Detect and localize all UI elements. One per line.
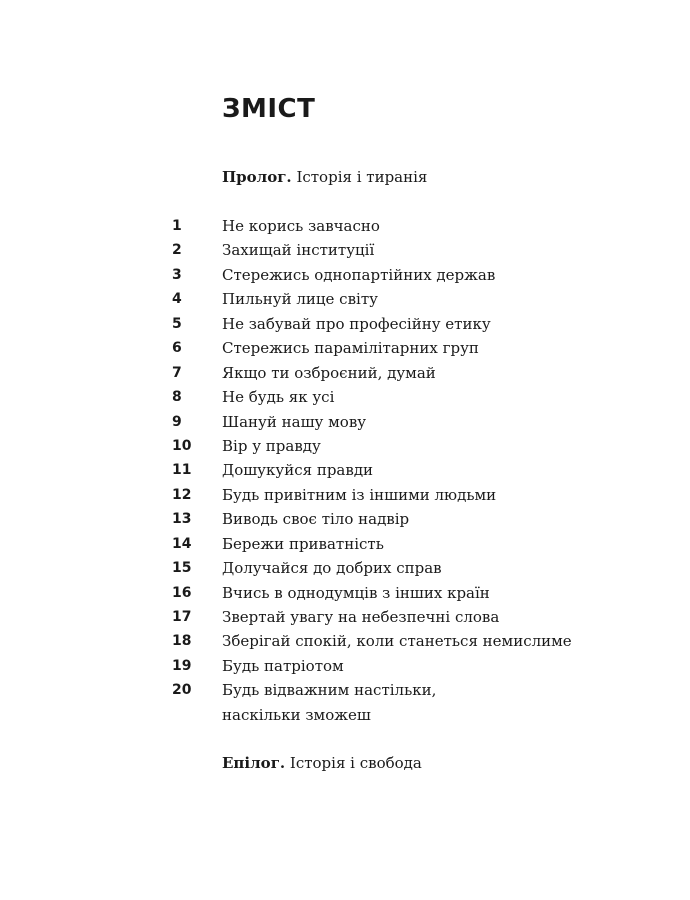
chapter-number: 5 [172,315,182,332]
chapter-title-text: Долучайся до добрих справ [222,559,442,578]
chapter-item [0,509,690,533]
chapter-title-text: Пильнуй лице світу [222,290,378,309]
chapter-number: 15 [172,560,192,577]
chapter-item [0,265,690,289]
chapter-number: 8 [172,389,182,406]
chapter-number: 2 [172,242,182,259]
chapter-number: 19 [172,657,192,674]
chapter-item [0,534,690,558]
chapter-title-text: Будь відважним настільки, [222,681,437,700]
chapter-number: 16 [172,584,192,601]
chapter-title [222,436,321,456]
chapter-item [0,338,690,362]
prologue-title: Історія і тиранія [296,168,428,186]
chapter-title-text: Вчись в однодумців з інших країн [222,583,490,602]
chapter-title [222,338,479,358]
chapter-number: 12 [172,486,192,503]
chapter-title-text: Будь патріотом [222,656,344,675]
chapter-item [0,607,690,631]
chapter-number: 14 [172,535,192,552]
chapter-title-text: Вір у правду [222,436,321,455]
epilogue-entry [222,753,422,773]
chapter-title-text: Не корись завчасно [222,217,380,235]
prologue-entry [222,167,427,187]
chapter-title-text: Зберігай спокій, коли станеться немислиме [222,632,572,651]
chapter-title-text: Виводь своє тіло надвір [222,510,410,529]
chapter-item [0,680,690,724]
chapter-title [222,289,378,309]
chapter-item [0,314,690,338]
chapter-title [222,363,436,383]
chapter-title [222,265,495,285]
chapter-number: 1 [172,218,182,234]
chapter-title [222,240,374,260]
chapter-title-text: Шануй нашу мову [222,412,367,431]
chapter-title [222,680,436,724]
chapter-title-text: Стережись парамілітарних груп [222,339,479,358]
chapter-number: 4 [172,291,182,308]
chapter-item [0,216,690,240]
chapter-title [222,460,373,480]
chapter-item [0,485,690,509]
chapter-item [0,387,690,411]
chapter-number: 6 [172,340,182,357]
chapter-list [0,216,690,724]
chapter-title [222,534,384,554]
chapter-title-text-line2: наскільки зможеш [222,705,371,724]
chapter-number: 7 [172,364,182,381]
chapter-title [222,412,366,432]
chapter-title-text: Бережи приватність [222,534,384,553]
chapter-title [222,656,344,676]
chapter-title-text: Звертай увагу на небезпечні слова [222,608,500,626]
chapter-title-text: Дошукуйся правди [222,461,374,480]
chapter-title [222,485,496,505]
chapter-title-text: Захищай інституції [222,241,375,260]
chapter-number: 10 [172,437,192,454]
chapter-title [222,558,442,578]
chapter-number: 13 [172,511,192,528]
chapter-number: 11 [172,462,192,479]
chapter-number: 17 [172,609,192,625]
chapter-number: 20 [172,682,192,699]
chapter-number: 18 [172,633,192,650]
prologue-lead: Пролог. [222,168,292,186]
chapter-title-text: Будь привітним із іншими людьми [222,485,497,504]
chapter-item [0,631,690,655]
chapter-item [0,436,690,460]
chapter-title [222,631,572,651]
chapter-item [0,240,690,264]
chapter-title [222,314,491,334]
chapter-title [222,387,334,407]
epilogue-lead: Епілог. [222,754,286,772]
chapter-title-text: Не будь як усі [222,388,335,407]
chapter-item [0,583,690,607]
page-title: ЗМІСТ [222,94,316,124]
chapter-item [0,656,690,680]
chapter-title [222,509,409,529]
chapter-title-text: Стережись однопартійних держав [222,265,496,284]
chapter-number: 3 [172,266,182,283]
chapter-item [0,460,690,484]
epilogue-title: Історія і свобода [289,754,422,772]
chapter-item [0,363,690,387]
chapter-title [222,607,499,627]
chapter-item [0,289,690,313]
chapter-title-text: Не забувай про професійну етику [222,314,491,333]
chapter-title-text: Якщо ти озброєний, думай [222,363,436,382]
chapter-item [0,558,690,582]
chapter-item [0,412,690,436]
chapter-title [222,583,490,603]
chapter-title [222,216,380,236]
chapter-number: 9 [172,413,182,430]
